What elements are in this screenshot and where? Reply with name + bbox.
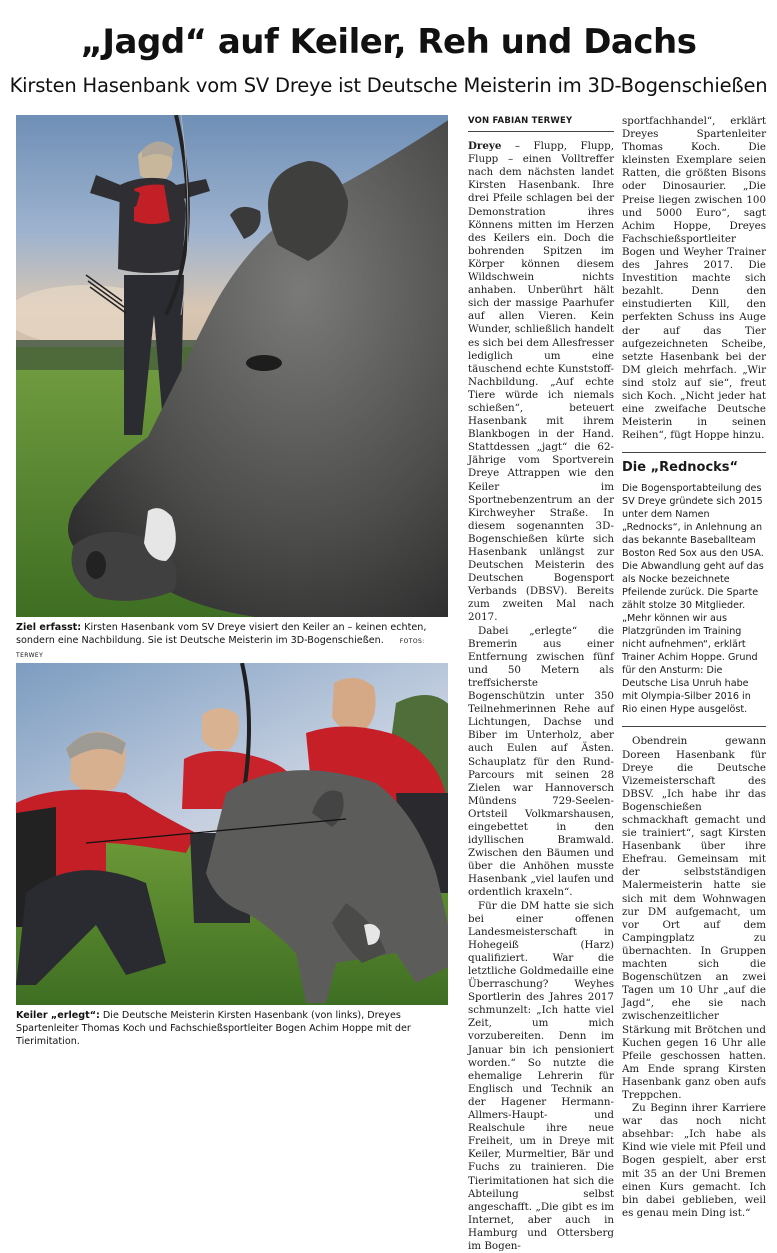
infobox-text: Die Bogensportabteilung des SV Dreye gründete sich 2015 unter dem Namen „Rednocks“, in Anlehnung an das bekannte Baseballteam Boston Red Sox aus den USA. Die Abwandlung geht auf das als Nocke bezeichnete Pfeilende zurück. Die Sparte zählt stolze 30 Mitglieder. „Mehr können wir aus Platzgründen im Training nicht aufnehmen“, erklärt Trainer Achim Hoppe. Grund für den Ansturm: Die Deutsche Lisa Unruh habe mit Olympia-Silber 2016 in Rio einen Hype ausgelöst.	[622, 483, 764, 716]
paragraph-1-text: – Flupp, Flupp, Flupp – einen Volltreffer nach dem nächsten landet Kirsten Hasenbank. Ihre drei Pfeile schlagen bei der Demonstration ihres Könnens mitten im Herzen des Keilers ein. Doch die bohrenden Spitzen im Körper können diesem Wildschwein nichts anhaben. Unberührt hält sich der massige Paarhufer auf allen Vieren. Kein Wunder, schließlich handelt es sich bei dem Allesfresser lediglich um eine täuschend echte Kunststoff-Nachbildung. „Auf echte Tiere würde ich niemals schießen“, beteuert Hasenbank mit ihrem Blankbogen in der Hand. Stattdessen „jagt“ die 62-Jährige vom Sportverein Dreye Attrappen wie den Keiler im Sportnebenzentrum an der Kirchweyher Straße. In diesem sogenannten 3D-Bogenschießen kürte sich Hasenbank unlängst zur Deutschen Meisterin des Deutschen Bogensport Verbands (DBSV). Bereits zum zweiten Mal nach 2017.	[468, 140, 614, 624]
photo1-caption	[16, 621, 448, 662]
byline: VON FABIAN TERWEY	[468, 115, 614, 132]
photo2-caption-text: Die Deutsche Meisterin Kirsten Hasenbank (von links), Dreyes Spartenleiter Thomas Koch und Fachschießsportleiter Bogen Achim Hoppe mit der Tierimitation.	[16, 1010, 411, 1047]
photo-credit: FOTOS: TERWEY	[16, 638, 425, 659]
photo1-caption-lead: Ziel erfasst:	[16, 622, 82, 633]
dateline: Dreye	[468, 140, 502, 153]
article-column-1	[468, 115, 614, 1253]
paragraph-5: Obendrein gewann Doreen Hasenbank für Dreye die Deutsche Vizemeisterschaft des DBSV. „Ich habe ihr das Bogenschießen schmackhaft gemacht und sie trainiert“, sagt Kirsten Hasenbank über ihre Ehefrau. Gemeinsam mit der selbstständigen Malermeisterin hatte sie sich mit dem Wohnwagen zur DM aufgemacht, um vor Ort auf dem Campingplatz zu übernachten. In Gruppen machten sich die Bogenschützen an zwei Tagen um 10 Uhr „auf die Jagd“, ehe sie nach zwischenzeitlicher Stärkung mit Brötchen und Kuchen gegen 16 Uhr alle Pfeile geschossen hatten. Am Ende sprang Kirsten Hasenbank ganz oben aufs Treppchen.	[622, 735, 766, 1101]
photo2-caption-lead: Keiler „erlegt“:	[16, 1010, 100, 1021]
infobox-title: Die „Rednocks“	[622, 460, 739, 476]
paragraph-2: Dabei „erlegte“ die Bremerin aus einer Entfernung zwischen fünf und 50 Metern als treffsicherste Bogenschützin unter 350 Teilnehmerinnen Rehe auf Lichtungen, Dachse und Biber im Unterholz, aber auch Eulen auf Ästen. Schauplatz für den Rund-Parcours mit seinen 28 Zielen war Hannoversch Mündens 729-Seelen-Ortsteil Volkmarshausen, eingebettet in den idyllischen Bramwald. Zwischen den Bäumen und über die Anhöhen musste Hasenbank „viel laufen und ordentlich kraxeln“.	[468, 624, 614, 899]
paragraph-4: sportfachhandel“, erklärt Dreyes Spartenleiter Thomas Koch. Die kleinsten Exemplare seien Ratten, die größten Bisons oder Dinosaurier. „Die Preise liegen zwischen 100 und 5000 Euro“, sagt Achim Hoppe, Dreyes Fachschießsportleiter Bogen und Weyher Trainer des Jahres 2017. Die Investition machte sich bezahlt. Denn den einstudierten Kill, den perfekten Schuss ins Auge der auf das Tier aufgezeichneten Scheibe, setzte Hasenbank bei der DM gleich mehrfach. „Wir sind stolz auf sie“, freut sich Koch. „Nicht jeder hat eine zweifache Deutsche Meisterin in seinen Reihen“, fügt Hoppe hinzu.	[622, 115, 766, 442]
paragraph-6: Zu Beginn ihrer Karriere war das noch nicht absehbar: „Ich habe als Kind wie viele mit Pfeil und Bogen gespielt, aber erst mit 35 an der Uni Bremen einen Kurs gemacht. Ich bin dabei geblieben, weil es genau mein Ding ist.“	[622, 1102, 766, 1219]
paragraph-1	[468, 140, 614, 624]
headline: „Jagd“ auf Keiler, Reh und Dachs	[80, 22, 697, 62]
photo-archer-boar	[16, 115, 448, 617]
photo2-caption	[16, 1009, 448, 1048]
paragraph-3: Für die DM hatte sie sich bei einer offenen Landesmeisterschaft in Hohegeiß (Harz) qualifiziert. War die letztliche Goldmedaille eine Überraschung? Weyhes Sportlerin des Jahres 2017 schmunzelt: „Ich hatte viel Zeit, um mich vorzubereiten. Denn im Januar bin ich pensioniert worden.“ So nutzte die ehemalige Lehrerin für Englisch und Technik an der Hagener Hermann-Allmers-Haupt- und Realschule ihre neue Freiheit, um in Dreye mit Keiler, Murmeltier, Bär und Fuchs zu trainieren. Die Tierimitationen hat sich die Abteilung selbst angeschafft. „Die gibt es im Internet, aber auch in Hamburg und Ottersberg im Bogen-	[468, 899, 614, 1252]
photo1-caption-text: Kirsten Hasenbank vom SV Dreye visiert den Keiler an – keinen echten, sondern eine Nachbildung. Sie ist Deutsche Meisterin im 3D-Bogenschießen.	[16, 622, 427, 646]
subheadline: Kirsten Hasenbank vom SV Dreye ist Deutsche Meisterin im 3D-Bogenschießen	[9, 74, 768, 97]
article-column-2	[622, 115, 766, 1220]
infobox-divider-bottom	[622, 726, 766, 727]
photo-group-boar	[16, 663, 448, 1005]
infobox-divider	[622, 452, 766, 453]
